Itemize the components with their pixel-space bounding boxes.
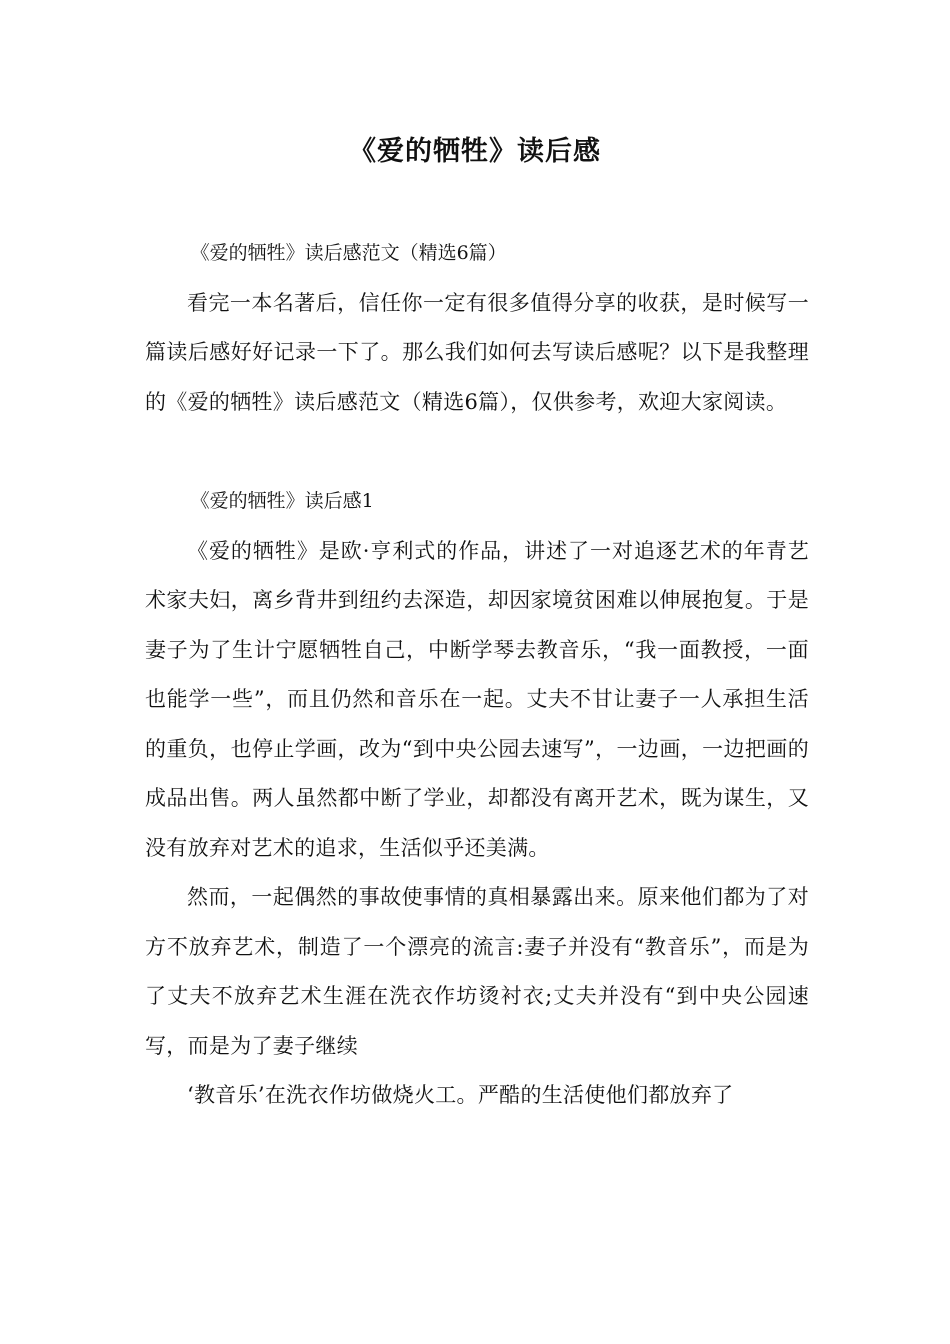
body-paragraph-2: 然而，一起偶然的事故使事情的真相暴露出来。原来他们都为了对方不放弃艺术，制造了一个漂亮的流言:妻子并没有“教音乐”，而是为了丈夫不放弃艺术生涯在洗衣作坊烫衬衣;丈夫并没有“到中央公园速写，而是为了妻子继续 [145,885,809,1058]
document-title: 《爱的牺牲》读后感 [349,136,601,167]
section-heading: 《爱的牺牲》读后感1 [190,490,374,512]
intro-paragraph: 看完一本名著后，信任你一定有很多值得分享的收获，是时候写一篇读后感好好记录一下了。那么我们如何去写读后感呢？以下是我整理的《爱的牺牲》读后感范文（精选6篇），仅供参考，欢迎大家阅读。 [145,290,809,414]
document-subtitle: 《爱的牺牲》读后感范文（精选6篇） [190,242,507,264]
document-body [145,229,809,1121]
body-paragraph-1: 《爱的牺牲》是欧·亨利式的作品，讲述了一对追逐艺术的年青艺术家夫妇，离乡背井到纽约去深造，却因家境贫困难以伸展抱复。于是妻子为了生计宁愿牺牲自己，中断学琴去教音乐，“我一面教授，一面也能学一些”，而且仍然和音乐在一起。丈夫不甘让妻子一人承担生活的重负，也停止学画，改为“到中央公园去速写”，一边画，一边把画的成品出售。两人虽然都中断了学业，却都没有离开艺术，既为谋生，又没有放弃对艺术的追求，生活似乎还美满。 [145,538,809,860]
body-paragraph-3: ‘教音乐’在洗衣作坊做烧火工。严酷的生活使他们都放弃了 [187,1083,734,1107]
section-spacer [145,427,809,477]
